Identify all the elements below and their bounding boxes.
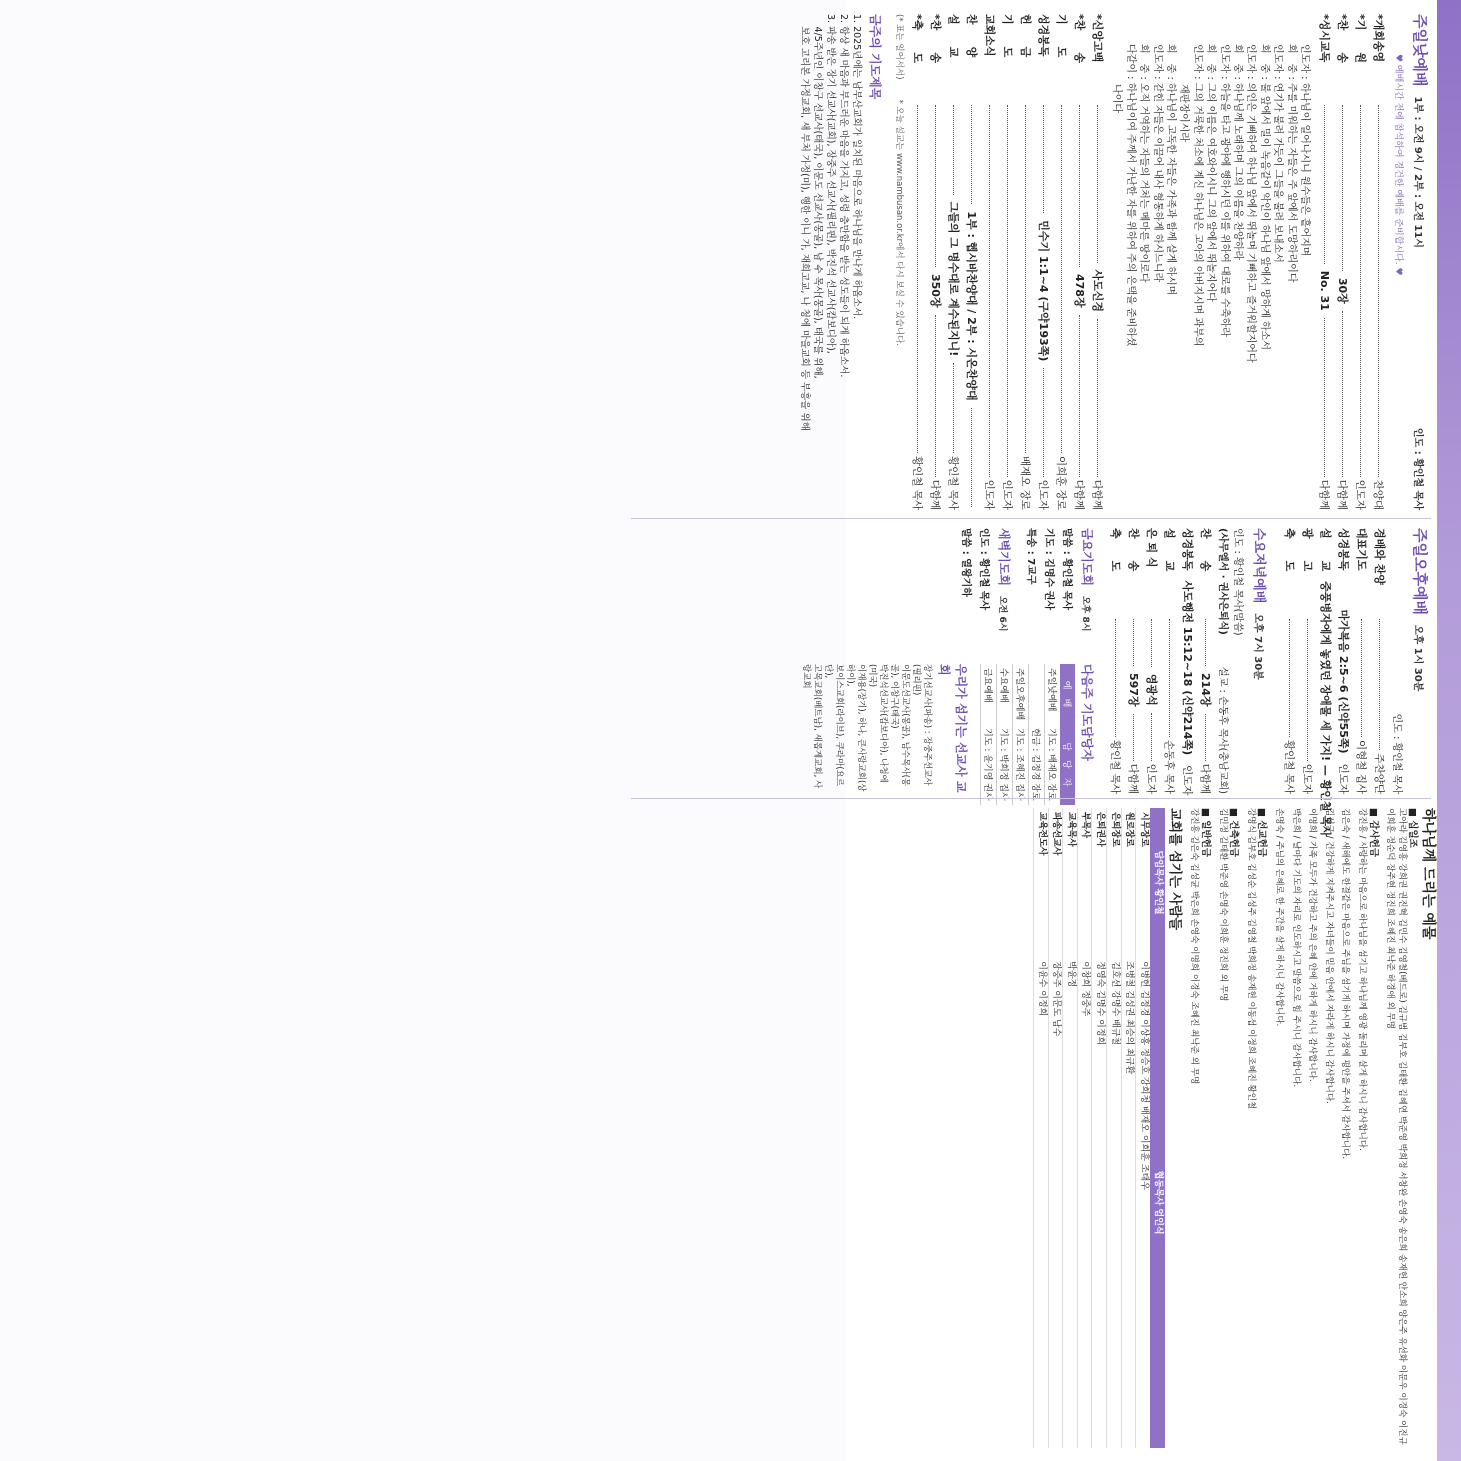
offering-category: ■ 건축헌금 — [1228, 808, 1240, 857]
staff-role: 시무장로 — [1136, 808, 1150, 957]
table-cell: 기도 : 배재오 장로 — [1045, 724, 1061, 804]
offering-text: 김성균 / 건강하게 지켜주시고 자녀들이 믿음 안에서 자라게 하시니 감사합니다. — [1323, 808, 1334, 1104]
order-row — [962, 14, 980, 510]
order-label: *찬 송 — [1072, 14, 1086, 64]
responsive-line: 회 중 : 그의 이름은 여호와이시니 그의 앞에서 뛰놀지어다 — [1205, 44, 1217, 302]
order-label: 찬 송 — [1127, 528, 1140, 572]
table-cell: 금요예배 — [981, 664, 997, 724]
table-row — [1033, 808, 1048, 1448]
morning-footnote: (* 표는 일어서서) — [893, 14, 904, 80]
prayer-topic-item: 3. 파송 받은 장기 선교사(교회), 장중주 선교사(필리핀), 박진석 선교사(캄보디아), — [824, 14, 836, 354]
order-row — [1124, 528, 1142, 794]
wednesday-time: 오후 7시 30분 — [1252, 613, 1263, 680]
order-label: *기 원 — [1354, 14, 1367, 64]
responsive-line: 인도자 : 그의 거룩한 처소에 계신 하나님은 고아의 아버지시며 과부의 — [1191, 44, 1203, 347]
order-content: 597장 — [1127, 672, 1140, 707]
order-person: 인도자 — [1000, 479, 1013, 510]
prayer-topic-item: 4/5주년인 이창구 선교사(태국), 이문도 선교사(몽골), 남 수 목사(몽골), 태국를 위해, — [811, 14, 823, 379]
wednesday-leader: 인도 : 황인철 목사(말씀) — [1232, 528, 1243, 636]
order-content: 마가복음 2:5~6 (신약55쪽) — [1337, 609, 1350, 754]
leader-dots — [1007, 105, 1008, 477]
table-row — [997, 664, 1013, 805]
offering-text: 고아라 김영흥 강희권 권진혁 김민수 김영철(베드로) 김규범 김부호 김태환 김혜연 박준영 박희정 서창완 손영숙 송은희 송재헌 안소희 양은주 유선화 이문우 이경숙 이진규 이희훈 정순덕 장주현 정진희 조혜진 최낙준 하경애 외 무명 — [1385, 808, 1407, 1445]
wednesday-title: 수요저녁예배 — [1251, 528, 1266, 604]
leader-dots — [917, 105, 918, 453]
next-week-title: 다음주 기도담당자 — [1080, 664, 1094, 761]
leader-dots — [953, 105, 954, 195]
mission-line: 이재용(장기), 하나, 큰사랑교회(상하이), — [845, 664, 866, 792]
order-row — [1334, 528, 1352, 794]
offering-title: 하나님께 드리는 예물 — [1420, 808, 1436, 940]
dawn-line: 인도 : 황인철 목사 — [978, 528, 989, 611]
order-person: 황인철 목사 — [946, 455, 959, 510]
order-person: 배재오 장로 — [1018, 455, 1031, 510]
order-label: *개회송영 — [1372, 14, 1385, 63]
order-person: 손동후 목사 — [1163, 739, 1175, 794]
wednesday-preacher: 설교 : 손동후 목사(충남교회) — [1217, 667, 1228, 794]
staff-names: 박윤정 — [1063, 957, 1078, 1448]
staff-role: 은퇴장로 — [1106, 808, 1121, 957]
order-content: No. 31 — [1318, 270, 1331, 311]
leader-dots — [935, 105, 936, 267]
order-label: 축 도 — [1109, 528, 1122, 572]
order-person: 다함께 — [1318, 479, 1330, 510]
offering-text: 손명숙 / 주님의 은혜로 한 주간을 살게 하시니 감사합니다. — [1274, 808, 1285, 1027]
order-person: 찬양대 — [1372, 479, 1384, 510]
afternoon-title: 주일오후예배 — [1411, 528, 1429, 615]
leader-dots — [1097, 105, 1098, 263]
leader-dots — [1133, 619, 1134, 666]
order-person: 황인철 목사 — [1283, 739, 1295, 794]
order-person: 다함께 — [928, 479, 941, 510]
order-label: 기 도 — [1000, 14, 1014, 58]
order-person: 인도자 — [1301, 763, 1313, 794]
offering-item — [1188, 808, 1211, 1451]
order-person: 다함께 — [1072, 479, 1085, 510]
order-label: 성경봉독 — [1181, 528, 1194, 571]
responsive-line: 회 중 : 오직 거역하는 자들의 거처는 메마른 땅이로다 — [1138, 44, 1150, 283]
leader-dots — [1289, 619, 1290, 737]
order-row — [1016, 14, 1034, 510]
table-row — [1121, 808, 1136, 1448]
offering-text: 강진흥 김은숙 김성균 박은희 손영숙 이명희 이경숙 조혜진 최낙준 외 무명 — [1189, 808, 1200, 1085]
friday-line: 특송 : 7교구 — [1025, 528, 1036, 585]
offering-text: 박은희 / 날마다 기도의 자리로 인도하시고 말씀으로 힘 주시니 감사합니다. — [1290, 808, 1301, 1088]
morning-leader: 인도 : 황인철 목사 — [1412, 427, 1423, 510]
wednesday-subtitle: (사무엘서 · 권사은퇴식) — [1217, 528, 1228, 635]
offering-item — [1306, 808, 1318, 1451]
order-person: 인도자 — [1337, 763, 1349, 794]
morning-order-part2 — [908, 14, 1106, 510]
order-row — [1052, 14, 1070, 510]
missions-title: 우리가 섬기는 선교사 교회 — [937, 664, 968, 793]
table-row — [1136, 808, 1150, 1448]
order-person: 다함께 — [1127, 763, 1139, 794]
responsive-line: 나이다 — [1111, 44, 1123, 113]
column-divider — [631, 798, 1431, 799]
staff-title: 교회를 섬기는 사람들 — [1166, 808, 1182, 931]
mission-line: 이문도선교사(몽골), 남수목사(몽골), 이창구(태국) — [889, 664, 910, 787]
responsive-line: 회 중 : 하나님께 노래하며 그의 이름을 찬양하라 — [1231, 44, 1243, 260]
order-row — [1298, 528, 1316, 794]
offering-list — [1188, 808, 1419, 1451]
leader-dots — [1360, 105, 1361, 477]
leader-dots — [1307, 619, 1308, 761]
table-cell: 주일오후예배 — [1013, 664, 1029, 724]
order-label: 성경봉독 — [1337, 528, 1350, 571]
order-content: 350장 — [928, 273, 942, 308]
leader-dots — [1324, 105, 1325, 264]
order-row — [998, 14, 1016, 510]
table-row — [1092, 808, 1107, 1448]
offering-text: 강명식 김부호 김성순 김성주 김영철 박희정 송재헌 이동섭 이정희 조혜진 황인철 — [1245, 808, 1256, 1110]
bulletin-rotated-spread — [615, 0, 1461, 1461]
order-row — [980, 14, 998, 510]
offering-item — [1289, 808, 1301, 1451]
leader-dots — [989, 105, 990, 477]
leader-dots — [1169, 619, 1170, 737]
responsive-line: 인도자 : 의인은 기뻐하여 하나님 앞에서 뛰놀며 기뻐하고 즐거워할지어다 — [1245, 44, 1257, 363]
table-cell: 주일낮예배 — [1045, 664, 1061, 724]
responsive-reading — [1110, 44, 1311, 510]
staff-names: 정영숙 김명수 이정희 — [1092, 957, 1107, 1448]
order-row — [1160, 528, 1178, 794]
leader-dots — [1205, 714, 1206, 761]
table-row — [1045, 664, 1061, 805]
offering-text: 김민정 김태환 박준영 손명숙 이희훈 정진희 외 무명 — [1217, 808, 1228, 1002]
responsive-line: 인도자 : 하늘을 타고 광야에 행하시던 이를 위하여 대로를 수축하라 — [1218, 44, 1230, 337]
prayer-topics-list — [798, 14, 863, 510]
staff-role: 파송선교사 — [1048, 808, 1063, 957]
table-row — [1106, 808, 1121, 1448]
offering-text: 강진흥 / 사랑하는 마음으로 하나님을 섬기고 하나님께 영광 돌리며 살게 하시니 감사합니다. — [1357, 808, 1368, 1151]
prayer-topic-item: 2. 항상 새 마음과 부드러운 마음을 가지고, 성령 충만함을 받는 성도들이 되게 하옵소서. — [837, 14, 849, 378]
leader-dots — [935, 315, 936, 477]
morning-header — [1410, 14, 1431, 510]
order-person: 인도자 — [1145, 763, 1157, 795]
order-row — [1280, 528, 1298, 794]
morning-title: 주일낮예배 — [1411, 14, 1429, 87]
leader-dots — [1115, 619, 1116, 737]
leader-dots — [1342, 105, 1343, 271]
order-content: 그들의 그 명수대로 계수된지니! — [946, 201, 960, 357]
offering-category: ■ 감사헌금 — [1367, 808, 1379, 857]
staff-names: 이창희 정중주 — [1077, 957, 1092, 1448]
order-row — [926, 14, 944, 510]
order-person: 인도자 — [1181, 765, 1193, 796]
order-row — [944, 14, 962, 510]
friday-line: 기도 : 김명수 권사 — [1043, 528, 1054, 611]
missions-list — [800, 664, 932, 794]
offering-item — [1272, 808, 1284, 1451]
dawn-time: 오전 6시 — [997, 595, 1007, 632]
order-row — [908, 14, 926, 510]
order-person: 다함께 — [1090, 479, 1103, 511]
offering-category: ■ 일반헌금 — [1200, 808, 1212, 857]
order-row — [1315, 14, 1333, 510]
staff-names: 이병헌 김정경 이상홍 정승호 강희청 배재오 이희훈 조태우 — [1136, 957, 1150, 1448]
order-row — [1316, 528, 1334, 837]
order-row — [1106, 528, 1124, 794]
order-label: 광 고 — [1301, 528, 1314, 572]
table-row — [1048, 808, 1063, 1448]
table-cell: 헌금 : 김정경 장로 — [1029, 724, 1045, 804]
order-row — [1070, 14, 1088, 510]
morning-note: ♥ 예배시간 전에 참석하여 경건한 예배를 준비합시다. ♥ — [1393, 54, 1403, 276]
leader-dots — [1361, 619, 1362, 737]
table-row — [1013, 664, 1029, 805]
order-person: 인도자 — [1354, 479, 1366, 510]
prayer-topic-item: 1. 2025년에는 남부산교회가 일치된 마음으로 하나님을 만나게 하옵소서. — [850, 14, 862, 320]
morning-order-part1 — [1315, 14, 1387, 510]
mission-line: 고목교회(베트남), 새롭게교회, 사랑교회 — [801, 664, 822, 789]
responsive-line: 인도자 : 갇힌 자들은 이끌어 내사 형통하게 하시느니라 — [1151, 44, 1163, 283]
leader-dots — [1025, 105, 1026, 453]
dawn-title: 새벽기도회 — [997, 528, 1011, 586]
leader-dots — [1324, 318, 1325, 477]
staff-role: 부목사 — [1077, 808, 1092, 957]
afternoon-leader: 인도 : 황인철 목사 — [1391, 713, 1402, 794]
offering-item — [1216, 808, 1239, 1451]
leader-dots — [1043, 368, 1044, 476]
friday-time: 오후 8시 — [1080, 595, 1090, 632]
offering-item — [1322, 808, 1334, 1451]
leader-dots — [1151, 619, 1152, 667]
friday-line: 말씀 : 황인철 목사 — [1061, 528, 1072, 611]
responsive-line: 재판장이시라 — [1178, 44, 1190, 142]
order-row — [1088, 14, 1106, 510]
offering-item — [1384, 808, 1419, 1451]
order-person: 황인철 목사 — [1109, 739, 1121, 794]
order-row — [1196, 528, 1214, 794]
afternoon-header — [1410, 528, 1431, 794]
next-week-header: 예 배 — [1060, 664, 1075, 724]
order-person: 다함께 — [1199, 763, 1211, 794]
table-cell — [1029, 664, 1045, 724]
order-label: *찬 송 — [1336, 14, 1349, 64]
order-content: 478장 — [1072, 273, 1086, 308]
order-row — [1142, 528, 1160, 794]
leader-dots — [953, 363, 954, 453]
leader-dots — [1097, 319, 1098, 477]
dawn-header — [996, 528, 1013, 654]
offering-text: 이명희 / 가족 모두가 건강하고 주의 은혜 안에 거하게 하시니 감사합니다. — [1307, 808, 1318, 1082]
offering-item — [1355, 808, 1378, 1451]
responsive-line: 인도자 : 하나님이 일어나시니 원수들은 흩어지며 — [1299, 44, 1310, 257]
order-label: 대표기도 — [1355, 528, 1368, 571]
staff-role: 교육목사 — [1063, 808, 1078, 957]
order-row — [1369, 14, 1387, 510]
order-label: *축 도 — [910, 14, 924, 64]
order-label: 교회소식 — [982, 14, 996, 57]
friday-lines — [1021, 528, 1075, 654]
order-label: 경배와 찬양 — [1373, 528, 1386, 585]
leader-dots — [1079, 315, 1080, 477]
order-row — [1333, 14, 1351, 510]
order-label: 헌 금 — [1018, 14, 1032, 58]
staff-names: 김호선 강명수 배규철 — [1106, 957, 1121, 1448]
order-label: 은 퇴 식 — [1145, 528, 1158, 568]
order-content: 1부 : 헵시바찬양대 / 2부 : 시온찬양대 — [964, 211, 978, 401]
friday-title: 금요기도회 — [1080, 528, 1094, 586]
order-person: 이희훈 장로 — [1054, 455, 1067, 510]
staff-role: 교육전도사 — [1033, 808, 1048, 957]
table-row — [981, 664, 997, 805]
leader-dots — [1378, 105, 1379, 477]
staff-names: 조병철 김성권 최승의 최규환 — [1121, 957, 1136, 1448]
leader-dots — [1061, 105, 1062, 453]
mission-line: 보이스교회(라이브), 쿠라마(요르단), — [823, 664, 844, 787]
afternoon-time: 오후 1시 30분 — [1412, 624, 1423, 692]
order-label: 찬 양 — [964, 14, 978, 58]
order-content: 민수기 1:1~4 (구약193쪽) — [1036, 220, 1050, 362]
order-row — [1178, 528, 1196, 794]
table-cell: 수요예배 — [997, 664, 1013, 724]
order-row — [1034, 14, 1052, 510]
staff-role: 은퇴권사 — [1092, 808, 1107, 957]
order-label: *성시교독 — [1318, 14, 1331, 63]
leader-dots — [1133, 714, 1134, 761]
table-row — [1077, 808, 1092, 1448]
table-row — [1063, 808, 1078, 1448]
order-label: 성경봉독 — [1036, 14, 1050, 57]
morning-footnote2: * 오늘 설교는 www.nambusan.or.kr에서 다시 보실 수 있습니다. — [893, 99, 904, 347]
staff-table — [1033, 808, 1165, 1448]
staff-names: 장중주 이문도 남수 — [1048, 957, 1063, 1448]
leader-dots — [1151, 713, 1152, 761]
friday-header — [1079, 528, 1096, 654]
offering-text: 김은숙 / 새해에도 한결같은 마음으로 주님을 섬기게 하시며 가정에 평안을 주셔서 감사합니다. — [1340, 808, 1351, 1160]
order-row — [1370, 528, 1388, 794]
responsive-line: 인도자 : 연기가 불려 가듯이 그들을 불려 보내소서 — [1272, 44, 1284, 263]
mission-line: 장기선교사(파송) : 장중주선교사(필리핀) — [911, 664, 932, 786]
order-label: 설 교 — [1163, 528, 1176, 572]
offering-item — [1339, 808, 1351, 1451]
morning-service-column — [615, 0, 1437, 520]
column-divider — [631, 518, 1431, 519]
order-label: *신앙고백 — [1090, 14, 1104, 63]
order-content: 214장 — [1199, 672, 1212, 707]
leader-dots — [1205, 619, 1206, 666]
dawn-line: 말씀 : 열왕기하 — [960, 528, 971, 597]
order-person: 인도자 — [1036, 479, 1049, 511]
table-cell: 기도 : 윤기영 권사 — [981, 724, 997, 804]
order-row — [1352, 528, 1370, 794]
prayer-topic-item: 보호 고리본 가정교회, 새 부처 가정(미), 행한 이니 가, 재희고교, 나 청에 마을교회 등 부흥을 위해 — [798, 14, 810, 431]
order-person: 주찬양단 — [1373, 753, 1385, 794]
order-label: 찬 송 — [1199, 528, 1212, 572]
table-row — [1029, 664, 1045, 805]
order-content: 중풍병자에게 놓였던 장애물 세 가지! — 황인철 목사 — [1319, 581, 1332, 837]
responsive-line: 회 중 : 하나님이 고독한 자들은 가족과 함께 살게 하시며 — [1164, 44, 1176, 296]
table-cell: 기도 : 박희정 집사 — [997, 724, 1013, 804]
mission-line: 박진석선교사(캄보디아), 나청에(미국) — [867, 664, 888, 783]
order-label: 기 도 — [1054, 14, 1068, 58]
order-person: 이형철 집사 — [1355, 739, 1367, 794]
leader-dots — [1043, 105, 1044, 213]
order-content: 30장 — [1336, 277, 1349, 304]
order-person: 황인철 목사 — [910, 455, 923, 510]
responsive-line: 회 중 : 불 앞에서 밀이 녹음같이 악인이 하나님 앞에서 망하게 하소서 — [1258, 44, 1270, 350]
leader-dots — [971, 408, 972, 507]
order-row — [1351, 14, 1369, 510]
offering-category: ■ 선교헌금 — [1256, 808, 1268, 857]
staff-header: 협동목사 엄인식 — [1150, 957, 1166, 1448]
table-cell: 기도 : 조혜진 집사 — [1013, 724, 1029, 804]
next-week-table — [980, 664, 1075, 805]
order-content: 영광석 — [1145, 673, 1158, 706]
leader-dots — [1342, 311, 1343, 477]
top-purple-band — [1437, 0, 1461, 1461]
order-label: *찬 송 — [928, 14, 942, 64]
order-content: 사도신경 — [1090, 269, 1104, 313]
prayer-topics-title: 금주의 기도제목 — [867, 14, 882, 100]
wednesday-order — [1106, 528, 1214, 794]
staff-names: 이윤수 이정희 — [1033, 957, 1048, 1448]
leader-dots — [1079, 105, 1080, 267]
order-person: 인도자 — [982, 479, 995, 510]
staff-header: 담임목사 황인철 — [1150, 808, 1166, 957]
responsive-line: 다같이 : 하나님이여 주께서 가난한 자를 위하여 주의 은택을 준비하셨 — [1124, 44, 1136, 347]
order-person: 다함께 — [1336, 479, 1348, 510]
next-week-header: 담 당 자 — [1060, 724, 1075, 804]
wednesday-header — [1251, 528, 1270, 794]
staff-role: 원로장로 — [1121, 808, 1136, 957]
responsive-line: 회 중 : 주를 미워하는 자들은 주 앞에서 도망하리이다 — [1285, 44, 1297, 283]
offering-column — [615, 800, 1437, 1461]
order-label: 축 도 — [1283, 528, 1296, 572]
offering-category: ■ 십일조 — [1407, 808, 1419, 848]
leader-dots — [971, 105, 972, 204]
dawn-lines — [956, 528, 992, 654]
order-label: 설 교 — [1319, 528, 1332, 572]
morning-time: 1부 : 오전 9시 / 2부 : 오전 11시 — [1412, 96, 1423, 249]
leader-dots — [1379, 619, 1380, 750]
order-content: 사도행전 15:12~18 (신약214쪽) — [1181, 580, 1194, 756]
offering-item — [1244, 808, 1267, 1451]
order-label: 설 교 — [946, 14, 960, 58]
